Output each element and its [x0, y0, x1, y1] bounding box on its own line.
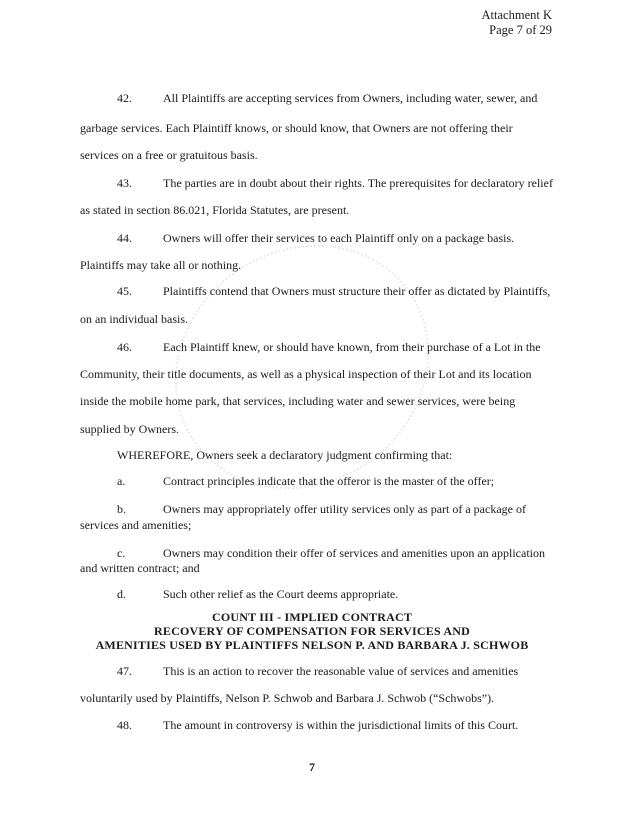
- paragraph-45-line-2: on an individual basis.: [80, 312, 188, 326]
- paragraph-47-line-1: [117, 664, 518, 679]
- item-c-line-2: and written contract; and: [80, 561, 200, 575]
- paragraph-45-line-1: [117, 284, 550, 299]
- item-text: Such other relief as the Court deems appropriate.: [163, 587, 399, 601]
- paragraph-47-line-2: voluntarily used by Plaintiffs, Nelson P. Schwob and Barbara J. Schwob (“Schwobs”).: [80, 691, 495, 705]
- paragraph-number: 48.: [117, 718, 132, 732]
- paragraph-42-line-1: [117, 91, 537, 106]
- item-b-line-2: services and amenities;: [80, 518, 192, 532]
- paragraph-43-line-1: [117, 176, 553, 191]
- paragraph-text: Plaintiffs contend that Owners must structure their offer as dictated by Plaintiffs,: [163, 284, 551, 298]
- paragraph-46-line-1: [117, 340, 541, 355]
- page-number: 7: [309, 760, 315, 774]
- count-heading-line-1: COUNT III - IMPLIED CONTRACT: [211, 610, 413, 624]
- paragraph-text: All Plaintiffs are accepting services from Owners, including water, sewer, and: [163, 91, 538, 105]
- item-label: a.: [117, 474, 126, 488]
- item-text: Owners may appropriately offer utility services only as part of a package of: [163, 502, 526, 516]
- paragraph-number: 44.: [117, 231, 132, 245]
- paragraph-text: This is an action to recover the reasonable value of services and amenities: [163, 664, 519, 678]
- paragraph-text: The amount in controversy is within the jurisdictional limits of this Court.: [163, 718, 519, 732]
- item-c-line-1: [117, 546, 545, 561]
- count-heading-line-2: RECOVERY OF COMPENSATION FOR SERVICES AND: [154, 624, 470, 638]
- paragraph-46-line-2: Community, their title documents, as well as a physical inspection of their Lot and its location: [80, 367, 532, 381]
- item-label: b.: [117, 502, 126, 516]
- paragraph-42-line-2: garbage services. Each Plaintiff knows, or should know, that Owners are not offering their: [80, 121, 513, 135]
- paragraph-46-line-3: inside the mobile home park, that services, including water and sewer services, were being: [80, 394, 516, 408]
- paragraph-text: The parties are in doubt about their rights. The prerequisites for declaratory relief: [163, 176, 553, 190]
- paragraph-number: 45.: [117, 284, 132, 298]
- paragraph-text: Each Plaintiff knew, or should have known, from their purchase of a Lot in the: [163, 340, 541, 354]
- item-a: [117, 474, 494, 489]
- paragraph-43-line-2: as stated in section 86.021, Florida Statutes, are present.: [80, 203, 350, 217]
- paragraph-44-line-2: Plaintiffs may take all or nothing.: [80, 258, 242, 272]
- paragraph-44-line-1: [117, 231, 514, 246]
- item-text: Owners may condition their offer of services and amenities upon an application: [163, 546, 545, 560]
- attachment-label: Attachment K: [481, 8, 552, 22]
- paragraph-46-line-4: supplied by Owners.: [80, 422, 179, 436]
- wherefore-clause: WHEREFORE, Owners seek a declaratory judgment confirming that:: [117, 448, 453, 462]
- count-heading-line-3: AMENITIES USED BY PLAINTIFFS NELSON P. AND BARBARA J. SCHWOB: [95, 638, 529, 652]
- paragraph-number: 47.: [117, 664, 132, 678]
- item-label: c.: [117, 546, 126, 560]
- paragraph-48-line-1: [117, 718, 518, 733]
- paragraph-number: 42.: [117, 91, 132, 105]
- item-text: Contract principles indicate that the offeror is the master of the offer;: [163, 474, 495, 488]
- paragraph-number: 46.: [117, 340, 132, 354]
- paragraph-number: 43.: [117, 176, 132, 190]
- item-label: d.: [117, 587, 126, 601]
- item-d: [117, 587, 398, 602]
- item-b-line-1: [117, 502, 526, 517]
- paragraph-text: Owners will offer their services to each Plaintiff only on a package basis.: [163, 231, 515, 245]
- paragraph-42-line-3: services on a free or gratuitous basis.: [80, 148, 258, 162]
- page-of-label: Page 7 of 29: [489, 23, 552, 37]
